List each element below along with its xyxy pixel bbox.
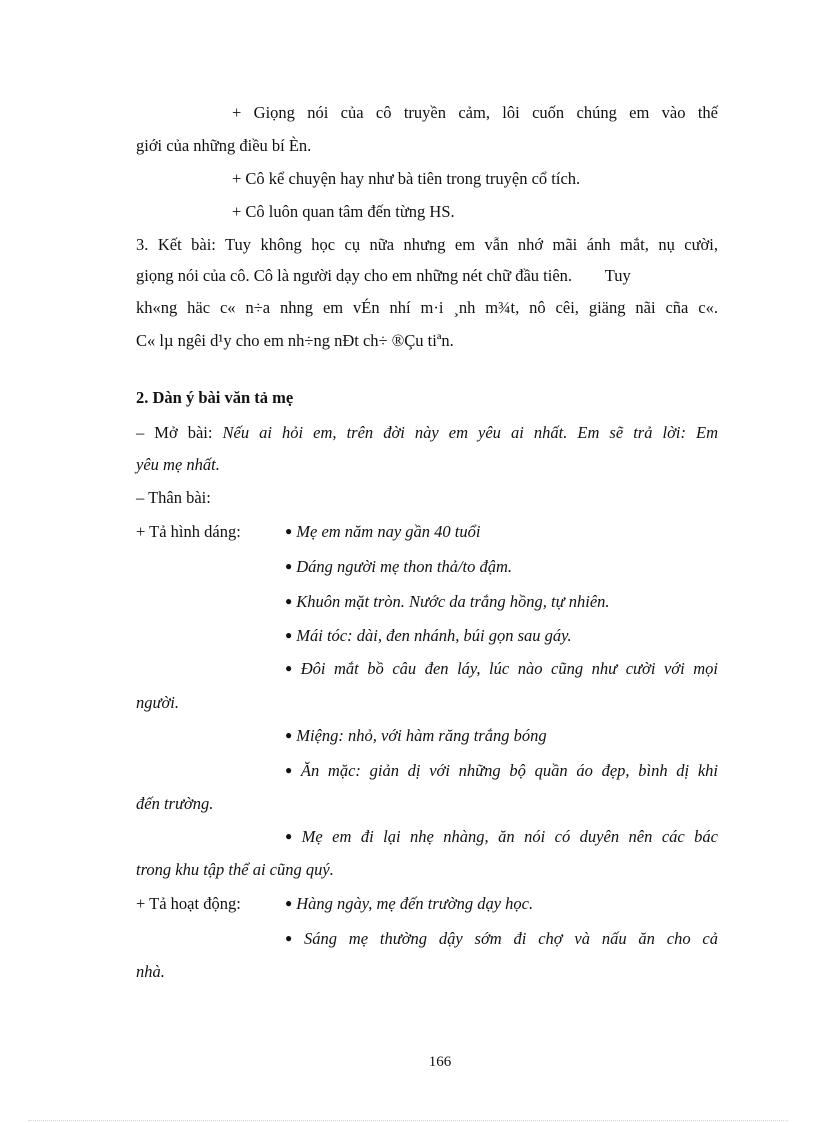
bullet-icon: ● [285, 829, 298, 843]
list-item [285, 522, 480, 543]
intro-label: – Mở bài: [136, 423, 223, 442]
list-item [285, 761, 718, 782]
list-item-text: Đôi mắt bồ câu đen láy, lúc nào cũng như cười với mọi [300, 659, 718, 678]
list-item [285, 929, 718, 950]
list-item [285, 726, 547, 747]
list-item-continued: trong khu tập thể ai cũng quý. [136, 860, 334, 879]
intro-text-continued: yêu mẹ nhất. [136, 455, 220, 474]
page-number: 166 [428, 1054, 452, 1070]
activity-label: + Tả hoạt động: [136, 894, 241, 913]
bullet-icon: ● [285, 728, 293, 742]
paragraph-line: kh«ng häc c« n÷a nhng em vÉn nhí m·i ¸nh m¾t, nô cêi, giäng nãi cña c«. [136, 298, 718, 317]
paragraph-line: + Cô kể chuyện hay như bà tiên trong truyện cổ tích. [232, 169, 581, 188]
bullet-icon: ● [285, 524, 293, 538]
page-divider [28, 1120, 788, 1121]
section-heading: 2. Dàn ý bài văn tả mẹ [136, 388, 294, 407]
list-item-continued: nhà. [136, 962, 165, 981]
list-item-text: Hàng ngày, mẹ đến trường dạy học. [296, 894, 534, 913]
list-item-text: Sáng mẹ thường dậy sớm đi chợ và nấu ăn cho cả [303, 929, 719, 948]
list-item-text: Dáng người mẹ thon thả/to đậm. [296, 557, 513, 576]
bullet-icon: ● [285, 628, 293, 642]
bullet-icon: ● [285, 896, 293, 910]
list-item-text: Ăn mặc: giản dị với những bộ quần áo đẹp, bình dị khi [300, 761, 719, 780]
list-item [285, 659, 718, 680]
list-item-text: Mái tóc: dài, đen nhánh, búi gọn sau gáy. [296, 626, 572, 645]
list-item-text: Mẹ em đi lại nhẹ nhàng, ăn nói có duyên nên các bác [301, 827, 719, 846]
list-item [285, 827, 718, 848]
bullet-icon: ● [285, 559, 293, 573]
paragraph-line: C« lµ ngêi d¹y cho em nh÷ng nÐt ch÷ ®Çu tiªn. [136, 331, 454, 350]
paragraph-line: giới của những điều bí Èn. [136, 136, 312, 155]
list-item-continued: đến trường. [136, 794, 214, 813]
body-label: – Thân bài: [136, 488, 211, 507]
list-item-continued: người. [136, 693, 180, 712]
bullet-icon: ● [285, 931, 300, 945]
list-item-text: Mẹ em năm nay gần 40 tuổi [296, 522, 481, 541]
bullet-icon: ● [285, 763, 297, 777]
list-item-text: Miệng: nhỏ, với hàm răng trắng bóng [296, 726, 547, 745]
paragraph-line: giọng nói của cô. Cô là người dạy cho em những nét chữ đầu tiên. Tuy [136, 266, 631, 285]
list-item [285, 557, 512, 578]
paragraph-line: + Giọng nói của cô truyền cảm, lôi cuốn chúng em vào thế [232, 103, 718, 122]
intro-text: Nếu ai hỏi em, trên đời này em yêu ai nhất. Em sẽ trả lời: Em [222, 423, 719, 442]
appearance-label: + Tả hình dáng: [136, 522, 241, 541]
paragraph-line: 3. Kết bài: Tuy không học cụ nữa nhưng em vẫn nhớ mãi ánh mắt, nụ cười, [136, 235, 718, 254]
bullet-icon: ● [285, 661, 297, 675]
list-item [285, 626, 572, 647]
list-item [285, 894, 533, 915]
list-item-text: Khuôn mặt tròn. Nước da trắng hồng, tự nhiên. [296, 592, 610, 611]
intro-line [136, 423, 718, 443]
paragraph-line: + Cô luôn quan tâm đến từng HS. [232, 202, 455, 221]
list-item [285, 592, 610, 613]
bullet-icon: ● [285, 594, 293, 608]
